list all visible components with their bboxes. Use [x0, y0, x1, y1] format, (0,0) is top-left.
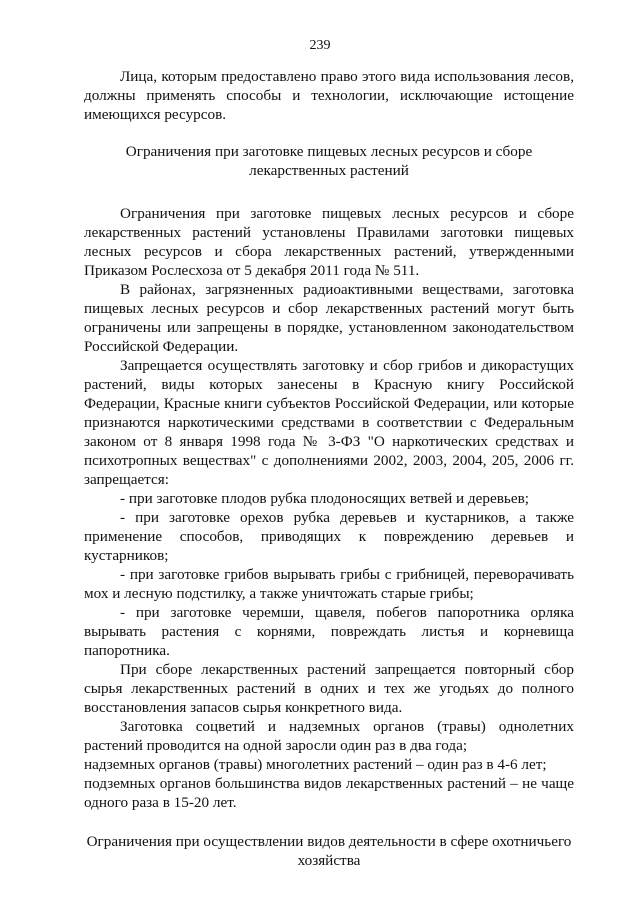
intro-paragraph: Лица, которым предоставлено право этого вида использования лесов, должны применять способы и технологии, исключающие истощение имеющихся ресурсов.	[84, 68, 574, 123]
list-item-ramsons: - при заготовке черемши, щавеля, побегов папоротника орляка вырывать растения с корнями, повреждать листья и корневища папоротника.	[84, 604, 574, 659]
paragraph-inflorescences: Заготовка соцветий и надземных органов (травы) однолетних растений проводится на одной заросли один раз в два года;	[84, 718, 574, 754]
section-heading-line: Ограничения при осуществлении видов деятельности в сфере охотничьего	[86, 833, 572, 850]
list-item-nuts: - при заготовке орехов рубка деревьев и кустарников, а также применение способов, приводящих к повреждению деревьев и кустарников;	[84, 509, 574, 564]
section-heading-line: Ограничения при заготовке пищевых лесных ресурсов и сборе	[125, 143, 533, 160]
line-underground-organs: подземных органов большинства видов лекарственных растений – не чаще одного раза в 15-20 лет.	[84, 775, 574, 811]
document-body	[84, 67, 574, 870]
list-item-fruits: - при заготовке плодов рубка плодоносящих ветвей и деревьев;	[120, 490, 529, 507]
line-perennial-herbs: надземных органов (травы) многолетних растений – один раз в 4-6 лет;	[84, 756, 547, 773]
section-heading-forest-resources	[84, 142, 574, 180]
page-number: 239	[309, 38, 331, 53]
section-heading-line: лекарственных растений	[249, 162, 409, 179]
paragraph-rules-reference: Ограничения при заготовке пищевых лесных ресурсов и сборе лекарственных растений установлены Правилами заготовки пищевых лесных ресурсов и сбора лекарственных растений, утвержденными Приказом Рослесхоза от 5 декабря 2011 года № 511.	[84, 205, 574, 279]
section-heading-hunting	[78, 832, 580, 870]
paragraph-prohibitions: Запрещается осуществлять заготовку и сбор грибов и дикорастущих растений, виды которых занесены в Красную книгу Российской Федерации, Красные книги субъектов Российской Федерации, или которые признаются наркотическими средствами в соответствии с Федеральным законом от 8 января 1998 года № 3-ФЗ "О наркотических средствах и психотропных веществах" с дополнениями 2002, 2003, 2004, 205, 2006 гг. запрещается:	[84, 357, 574, 488]
paragraph-radioactive-areas: В районах, загрязненных радиоактивными веществами, заготовка пищевых лесных ресурсов и сбор лекарственных растений могут быть ограничены или запрещены в порядке, установленном законодательством Российской Федерации.	[84, 281, 574, 355]
paragraph-medicinal-collection: При сборе лекарственных растений запрещается повторный сбор сырья лекарственных растений в одних и тех же угодьях до полного восстановления запасов сырья конкретного вида.	[84, 661, 574, 716]
list-item-mushrooms: - при заготовке грибов вырывать грибы с грибницей, переворачивать мох и лесную подстилку, а также уничтожать старые грибы;	[84, 566, 574, 602]
section-heading-line: хозяйства	[297, 852, 361, 869]
